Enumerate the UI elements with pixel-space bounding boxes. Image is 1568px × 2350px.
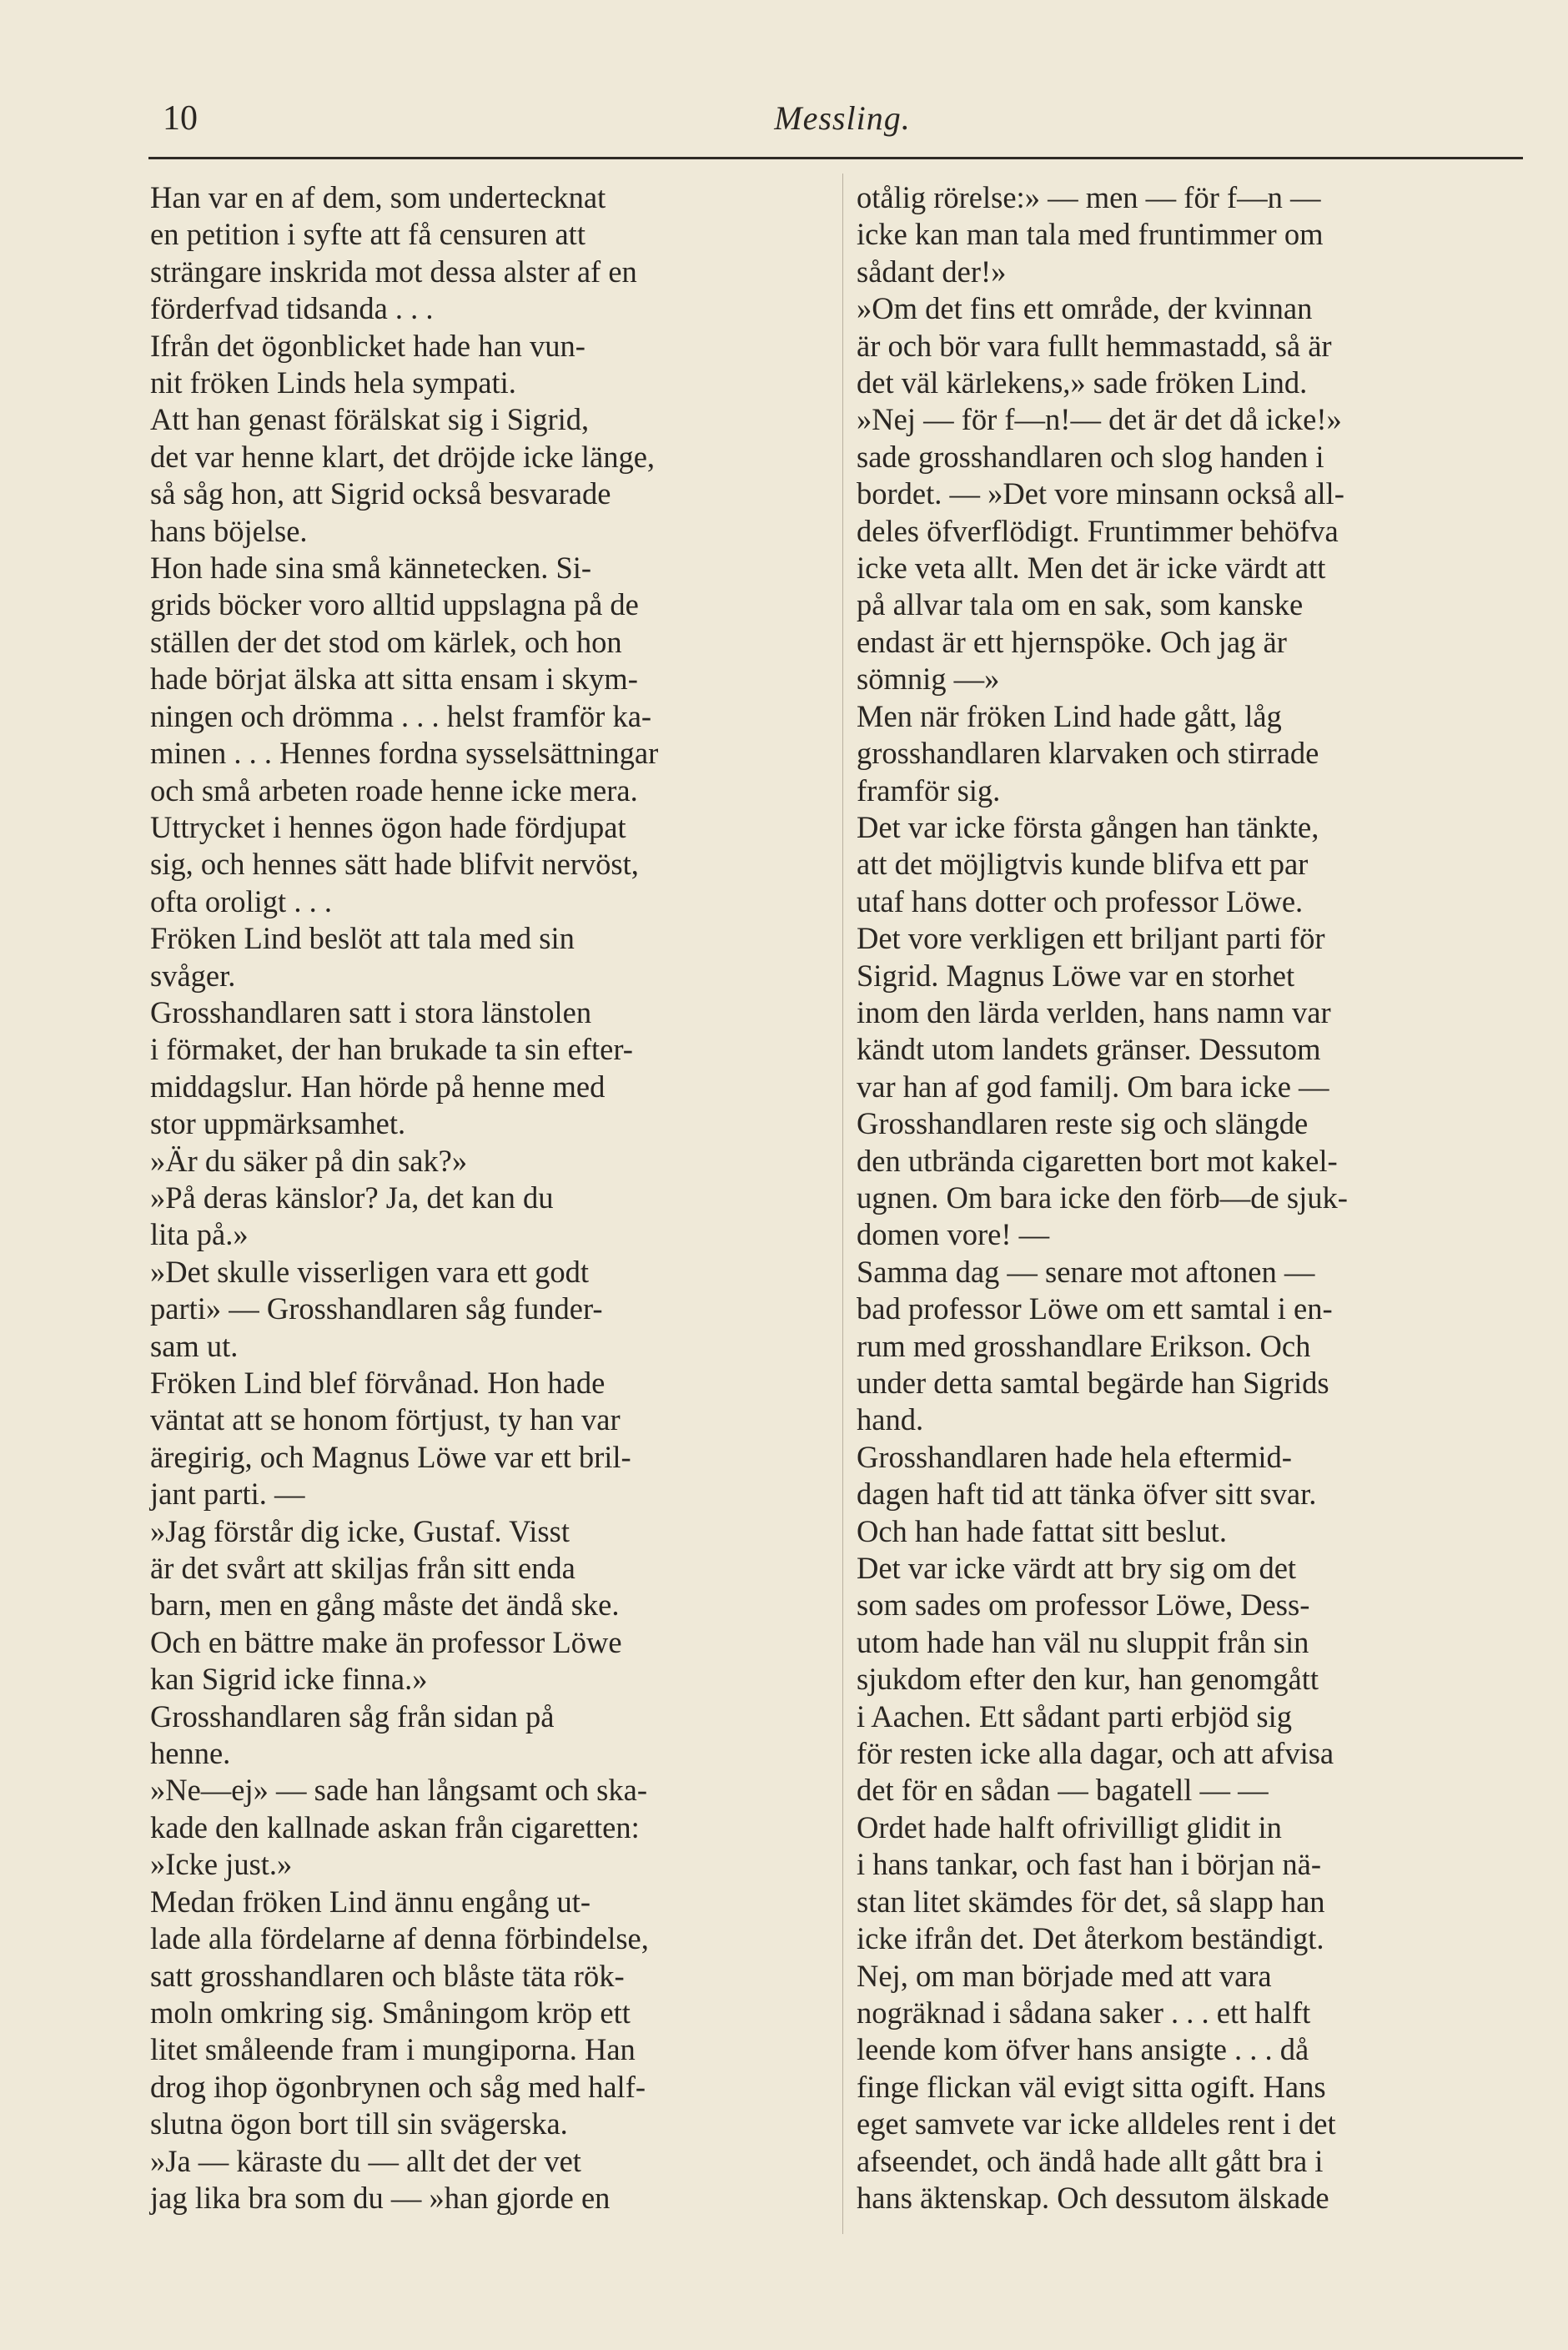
header-rule	[148, 157, 1523, 159]
right-column	[857, 179, 1524, 2217]
column-divider	[842, 174, 843, 2234]
left-column-text: Han var en af dem, som undertecknat en petition i syfte att få censuren att strängare inskrida mot dessa alster af en förderfvad tidsanda . . . Ifrån det ögonblicket hade han vun- nit fröken Linds hela sympati. Att han genast förälskat sig i Sigrid, det var henne klart, det dröjde icke länge, så såg hon, att Sigrid också besvarade hans böjelse. Hon hade sina små kännetecken. Si- grids böcker voro alltid uppslagna på de ställen der det stod om kärlek, och hon hade börjat älska att sitta ensam i skym- ningen och drömma . . . helst framför ka- minen . . . Hennes fordna sysselsättningar och små arbeten roade henne icke mera. Uttrycket i hennes ögon hade fördjupat sig, och hennes sätt hade blifvit nervöst, ofta oroligt . . . Fröken Lind beslöt att tala med sin svåger. Grosshandlaren satt i stora länstolen i förmaket, der han brukade ta sin efter- middagslur. Han hörde på henne med stor uppmärksamhet. »Är du säker på din sak?» »På deras känslor? Ja, det kan du lita på.» »Det skulle visserligen vara ett godt parti» — Grosshandlaren såg funder- sam ut. Fröken Lind blef förvånad. Hon hade väntat att se honom förtjust, ty han var äregirig, och Magnus Löwe var ett bril- jant parti. — »Jag förstår dig icke, Gustaf. Visst är det svårt att skiljas från sitt enda barn, men en gång måste det ändå ske. Och en bättre make än professor Löwe kan Sigrid icke finna.» Grosshandlaren såg från sidan på henne. »Ne—ej» — sade han långsamt och ska- kade den kallnade askan från cigaretten: »Icke just.» Medan fröken Lind ännu engång ut- lade alla fördelarne af denna förbindelse, satt grosshandlaren och blåste täta rök- moln omkring sig. Småningom kröp ett litet småleende fram i mungiporna. Han drog ihop ögonbrynen och såg med half- slutna ögon bort till sin svägerska. »Ja — käraste du — allt det der vet jag lika bra som du — »han gjorde en	[150, 180, 659, 2215]
running-title: Messling.	[774, 99, 911, 137]
right-column-text: otålig rörelse:» — men — för f—n — icke kan man tala med fruntimmer om sådant der!» »Om det fins ett område, der kvinnan är och bör vara fullt hemmastadd, så är det väl kärlekens,» sade fröken Lind. »Nej — för f—n!— det är det då icke!» sade grosshandlaren och slog handen i bordet. — »Det vore minsann också all- deles öfverflödigt. Fruntimmer behöfva icke veta allt. Men det är icke värdt att på allvar tala om en sak, som kanske endast är ett hjernspöke. Och jag är sömnig —» Men när fröken Lind hade gått, låg grosshandlaren klarvaken och stirrade framför sig. Det var icke första gången han tänkte, att det möjligtvis kunde blifva ett par utaf hans dotter och professor Löwe. Det vore verkligen ett briljant parti för Sigrid. Magnus Löwe var en storhet inom den lärda verlden, hans namn var kändt utom landets gränser. Dessutom var han af god familj. Om bara icke — Grosshandlaren reste sig och slängde den utbrända cigaretten bort mot kakel- ugnen. Om bara icke den förb—de sjuk- domen vore! — Samma dag — senare mot aftonen — bad professor Löwe om ett samtal i en- rum med grosshandlare Erikson. Och under detta samtal begärde han Sigrids hand. Grosshandlaren hade hela eftermid- dagen haft tid att tänka öfver sitt svar. Och han hade fattat sitt beslut. Det var icke värdt att bry sig om det som sades om professor Löwe, Dess- utom hade han väl nu sluppit från sin sjukdom efter den kur, han genomgått i Aachen. Ett sådant parti erbjöd sig för resten icke alla dagar, och att afvisa det för en sådan — bagatell — — Ordet hade halft ofrivilligt glidit in i hans tankar, och fast han i början nä- stan litet skämdes för det, så slapp han icke ifrån det. Det återkom beständigt. Nej, om man började med att vara nogräknad i sådana saker . . . ett halft leende kom öfver hans ansigte . . . då finge flickan väl evigt sitta ogift. Hans eget samvete var icke alldeles rent i det afseendet, och ändå hade allt gått bra i hans äktenskap. Och dessutom älskade	[857, 180, 1348, 2215]
left-column	[150, 179, 817, 2217]
page-header	[163, 98, 1522, 148]
page-number: 10	[163, 99, 198, 138]
